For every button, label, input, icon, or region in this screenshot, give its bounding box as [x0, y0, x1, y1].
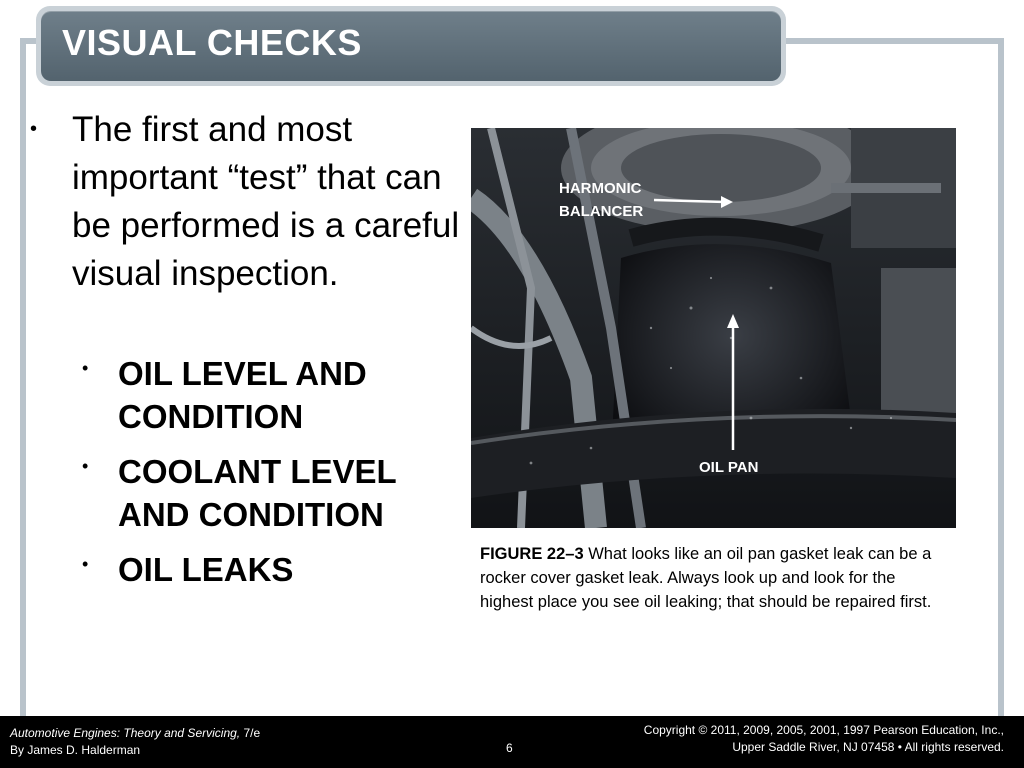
- copyright-line-1: Copyright © 2011, 2009, 2005, 2001, 1997 Pearson Education, Inc.,: [643, 723, 1004, 737]
- sub-bullet-coolant-level: COOLANT LEVEL AND CONDITION: [118, 453, 397, 533]
- sub-bullet-item: [82, 450, 462, 536]
- oil-pan-label: OIL PAN: [699, 459, 759, 476]
- footer-book-title: Automotive Engines: Theory and Servicing,: [10, 726, 241, 740]
- footer-book-info: [10, 725, 260, 759]
- footer-bar: [0, 716, 1024, 768]
- figure-caption: [480, 542, 950, 614]
- figure-caption-text: What looks like an oil pan gasket leak can be a rocker cover gasket leak. Always look up and look for the highest place you see oil leaking; that should be repaired first.: [480, 545, 932, 611]
- engine-photo: [471, 128, 956, 528]
- harmonic-balancer-label-line2: BALANCER: [559, 203, 644, 220]
- sub-bullet-list: [82, 352, 462, 603]
- footer-title-line: [10, 725, 260, 742]
- harmonic-balancer-label-line1: HARMONIC: [559, 180, 642, 197]
- footer-copyright: [644, 722, 1004, 756]
- main-bullet-text: The first and most important “test” that can be performed is a careful visual inspection.: [72, 110, 460, 293]
- figure-number: FIGURE 22–3: [480, 545, 584, 563]
- copyright-line-2: Upper Saddle River, NJ 07458 • All rights reserved.: [732, 740, 1004, 754]
- footer-edition: 7/e: [240, 726, 261, 740]
- sub-bullet-dot: •: [82, 456, 89, 476]
- sub-bullet-oil-level: OIL LEVEL AND CONDITION: [118, 355, 367, 435]
- sub-bullet-item: [82, 352, 462, 438]
- sub-bullet-oil-leaks: OIL LEAKS: [118, 551, 294, 588]
- bullet-dot: •: [30, 118, 38, 140]
- slide-title: VISUAL CHECKS: [62, 22, 362, 63]
- page-number: 6: [506, 741, 513, 755]
- sub-bullet-item: [82, 548, 462, 591]
- footer-author: By James D. Halderman: [10, 743, 141, 757]
- sub-bullet-dot: •: [82, 358, 89, 378]
- sub-bullet-dot: •: [82, 554, 89, 574]
